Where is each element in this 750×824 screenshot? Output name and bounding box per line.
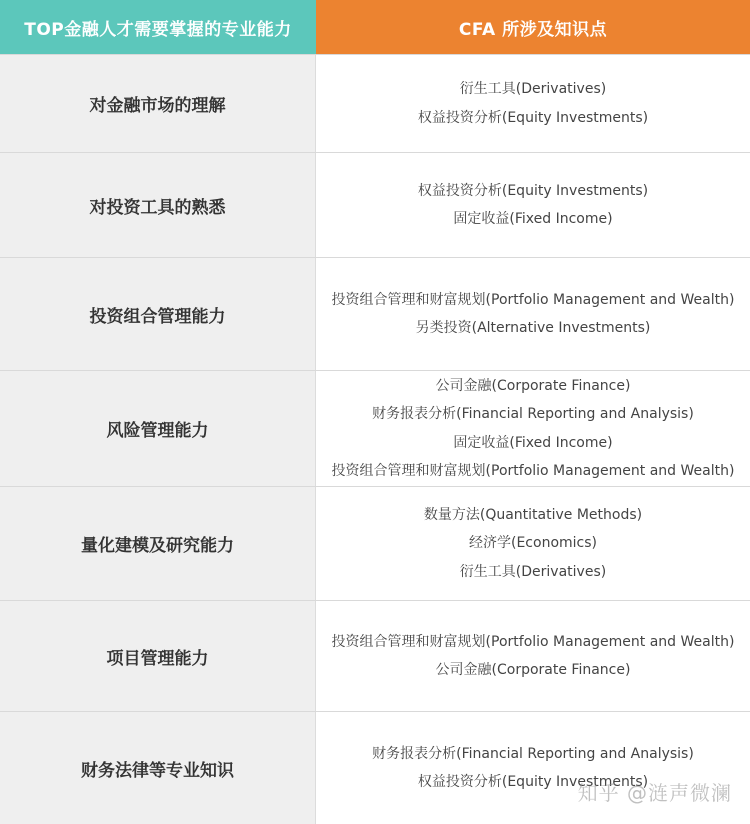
topics-cell xyxy=(316,258,750,370)
table-row xyxy=(0,54,750,152)
skill-cell: 财务法律等专业知识 xyxy=(0,712,316,824)
skill-cell: 投资组合管理能力 xyxy=(0,258,316,370)
table-row xyxy=(0,370,750,486)
topic-item: 衍生工具(Derivatives) xyxy=(459,81,607,97)
topic-item: 经济学(Economics) xyxy=(469,535,597,552)
skill-cell: 量化建模及研究能力 xyxy=(0,487,316,600)
topic-item: 固定收益(Fixed Income) xyxy=(453,434,613,451)
table-row xyxy=(0,711,750,824)
topics-cell xyxy=(316,712,750,824)
table-row xyxy=(0,600,750,711)
topic-item: 数量方法(Quantitative Methods) xyxy=(423,506,643,523)
topic-item: 财务报表分析(Financial Reporting and Analysis) xyxy=(372,406,694,422)
topic-item: 固定收益(Fixed Income) xyxy=(453,211,613,227)
topic-item: 投资组合管理和财富规划(Portfolio Management and Wealth) xyxy=(331,291,735,308)
skill-cell: 风险管理能力 xyxy=(0,371,316,486)
header-skills: TOP金融人才需要掌握的专业能力 xyxy=(0,0,316,54)
topics-cell xyxy=(316,55,750,152)
skill-cell: 项目管理能力 xyxy=(0,601,316,711)
topic-item: 财务报表分析(Financial Reporting and Analysis) xyxy=(372,745,694,762)
topic-item: 权益投资分析(Equity Investments) xyxy=(417,109,649,126)
header-cfa-topics: CFA 所涉及知识点 xyxy=(316,0,750,54)
skill-cell: 对投资工具的熟悉 xyxy=(0,153,316,257)
topics-cell xyxy=(316,153,750,257)
topics-cell xyxy=(316,371,750,486)
topics-cell xyxy=(316,487,750,600)
topic-item: 投资组合管理和财富规划(Portfolio Management and Wealth) xyxy=(331,633,735,650)
topics-cell xyxy=(316,601,750,711)
topic-item: 另类投资(Alternative Investments) xyxy=(415,320,651,336)
topic-item: 公司金融(Corporate Finance) xyxy=(435,662,631,678)
table-row xyxy=(0,257,750,370)
topic-item: 公司金融(Corporate Finance) xyxy=(435,377,631,394)
topic-item: 投资组合管理和财富规划(Portfolio Management and Wealth) xyxy=(331,463,735,479)
table-row xyxy=(0,152,750,257)
table-row xyxy=(0,486,750,600)
topic-item: 权益投资分析(Equity Investments) xyxy=(417,182,649,199)
table-header xyxy=(0,0,750,54)
topic-item: 衍生工具(Derivatives) xyxy=(459,563,607,580)
skill-cell: 对金融市场的理解 xyxy=(0,55,316,152)
topic-item: 权益投资分析(Equity Investments) xyxy=(417,774,649,790)
watermark: 知乎 @涟声微澜 xyxy=(577,781,732,805)
